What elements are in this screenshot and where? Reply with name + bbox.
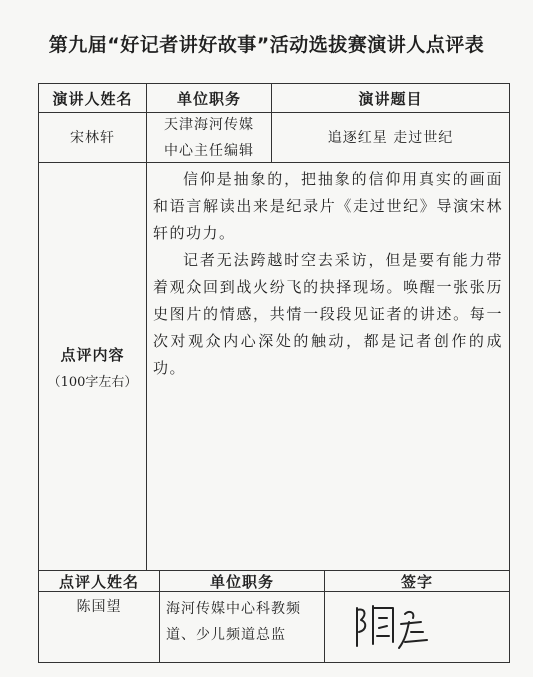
speaker-unit-line: 中心主任编辑 [164, 142, 254, 159]
speaker-unit [147, 113, 271, 162]
comment-label: 点评内容 [60, 345, 125, 364]
speech-topic-header: 演讲题目 [358, 89, 423, 108]
reviewer-unit-line: 海河传媒中心科教频 [166, 601, 301, 617]
reviewer-name: 陈国望 [76, 599, 122, 615]
speaker-name-header: 演讲人姓名 [52, 89, 133, 108]
speech-topic: 追逐红星 走过世纪 [327, 129, 454, 146]
comment-text [153, 166, 503, 382]
comment-paragraph: 信仰是抽象的，把抽象的信仰用真实的画面和语言解读出来是纪录片《走过世纪》导演宋林轩的功力。 [153, 170, 503, 242]
speaker-name: 宋林轩 [70, 129, 115, 146]
handwritten-signature [349, 596, 469, 656]
reviewer-unit [160, 592, 324, 652]
comment-length-note: （100字左右） [47, 374, 138, 390]
form-title: 第九届“好记者讲好故事”活动选拔赛演讲人点评表 [48, 34, 485, 56]
comment-label-cell [39, 163, 146, 570]
reviewer-name-header: 点评人姓名 [58, 572, 139, 591]
reviewer-unit-line: 道、少儿频道总监 [166, 627, 286, 643]
evaluation-form [38, 83, 510, 663]
comment-paragraph: 记者无法跨越时空去采访，但是要有能力带着观众回到战火纷飞的抉择现场。唤醒一张张历史图片的情感，共情一段段见证者的讲述。每一次对观众内心深处的触动，都是记者创作的成功。 [153, 251, 503, 377]
reviewer-unit-header: 单位职务 [209, 572, 274, 591]
signature-header: 签字 [400, 572, 433, 591]
speaker-unit-header: 单位职务 [176, 89, 241, 108]
speaker-unit-line: 天津海河传媒 [164, 116, 254, 133]
